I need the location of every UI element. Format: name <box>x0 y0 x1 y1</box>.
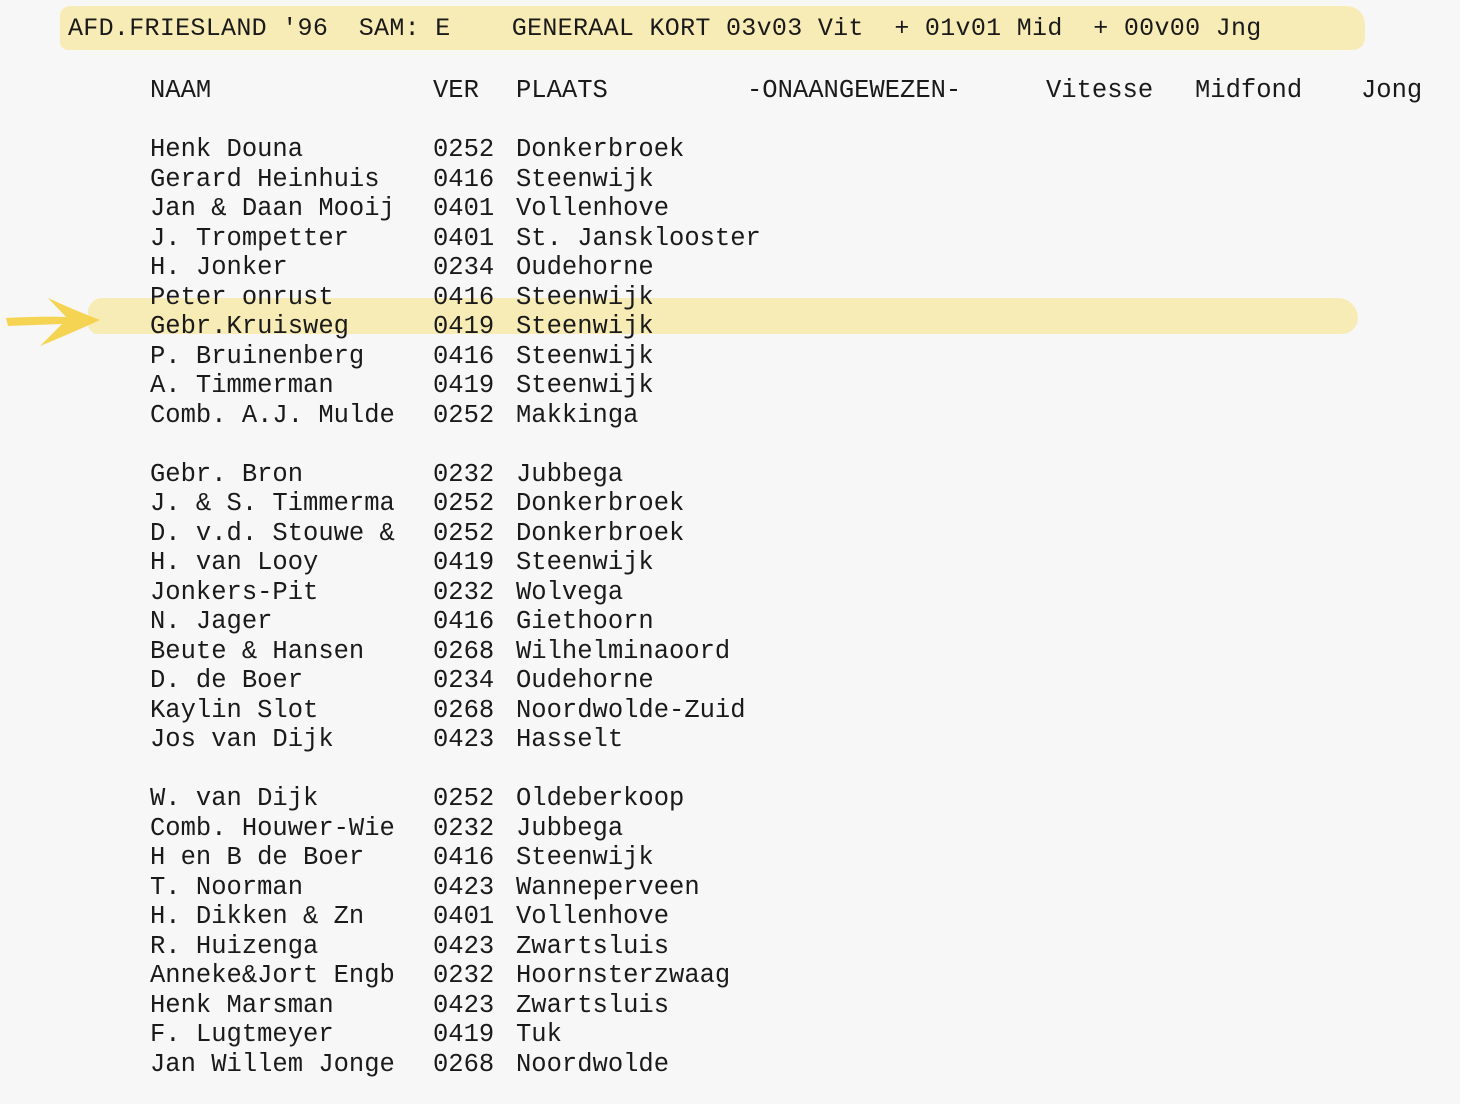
cell-ver: 0232 <box>433 961 495 990</box>
cell-naam: Henk Marsman <box>150 990 334 1020</box>
cell-ver: 0252 <box>433 784 495 813</box>
header-jong: Jong <box>1361 76 1423 105</box>
cell-plaats: Steenwijk <box>516 548 654 577</box>
cell-plaats: Oudehorne <box>516 666 654 695</box>
cell-ver: 0416 <box>433 282 495 312</box>
cell-plaats: Vollenhove <box>516 194 670 223</box>
cell-naam: W. van Dijk <box>150 784 319 813</box>
cell-naam: R. Huizenga <box>150 931 319 961</box>
cell-ver: 0419 <box>433 312 495 341</box>
cell-ver: 0419 <box>433 371 495 400</box>
cell-plaats: Steenwijk <box>516 341 654 371</box>
cell-plaats: Donkerbroek <box>516 135 685 164</box>
cell-plaats: Noordwolde-Zuid <box>516 695 746 725</box>
cell-plaats: Noordwolde <box>516 1049 670 1079</box>
cell-ver: 0268 <box>433 1049 495 1079</box>
cell-plaats: Vollenhove <box>516 902 670 931</box>
cell-ver: 0419 <box>433 1020 495 1049</box>
cell-plaats: Hasselt <box>516 725 624 754</box>
cell-naam: H en B de Boer <box>150 843 365 872</box>
report-title: AFD.FRIESLAND '96 SAM: E GENERAAL KORT 03v03 Vit + 01v01 Mid + 00v00 Jng <box>68 14 1262 43</box>
cell-plaats: Donkerbroek <box>516 489 685 518</box>
header-plaats: PLAATS <box>516 76 608 105</box>
cell-plaats: Hoornsterzwaag <box>516 961 731 990</box>
header-vitesse: Vitesse <box>1046 76 1154 105</box>
cell-plaats: St. Jansklooster <box>516 223 761 253</box>
cell-ver: 0416 <box>433 843 495 872</box>
cell-naam: Gerard Heinhuis <box>150 164 380 194</box>
cell-naam: Henk Douna <box>150 135 304 164</box>
cell-plaats: Giethoorn <box>516 607 654 636</box>
header-onaangewezen: -ONAANGEWEZEN- <box>747 76 962 105</box>
header-midfond: Midfond <box>1195 76 1303 105</box>
cell-plaats: Steenwijk <box>516 371 654 400</box>
cell-naam: Jan & Daan Mooij <box>150 194 395 223</box>
cell-plaats: Makkinga <box>516 400 639 430</box>
cell-naam: N. Jager <box>150 607 273 636</box>
cell-ver: 0252 <box>433 400 495 430</box>
cell-naam: Gebr. Bron <box>150 459 304 489</box>
cell-ver: 0423 <box>433 872 495 902</box>
cell-plaats: Oldeberkoop <box>516 784 685 813</box>
cell-naam: J. Trompetter <box>150 223 349 253</box>
cell-naam: Beute & Hansen <box>150 636 365 666</box>
cell-plaats: Steenwijk <box>516 282 654 312</box>
cell-ver: 0401 <box>433 223 495 253</box>
cell-plaats: Tuk <box>516 1020 562 1049</box>
cell-ver: 0423 <box>433 725 495 754</box>
cell-naam: H. Jonker <box>150 253 288 282</box>
cell-naam: H. Dikken & Zn <box>150 902 365 931</box>
cell-ver: 0401 <box>433 902 495 931</box>
cell-plaats: Jubbega <box>516 813 624 843</box>
cell-ver: 0252 <box>433 518 495 548</box>
cell-plaats: Jubbega <box>516 459 624 489</box>
cell-naam: Gebr.Kruisweg <box>150 312 349 341</box>
cell-plaats: Zwartsluis <box>516 990 670 1020</box>
cell-naam: T. Noorman <box>150 872 304 902</box>
cell-naam: J. & S. Timmerma <box>150 489 395 518</box>
cell-ver: 0419 <box>433 548 495 577</box>
cell-naam: Jonkers-Pit <box>150 577 319 607</box>
cell-naam: P. Bruinenberg <box>150 341 365 371</box>
cell-ver: 0232 <box>433 813 495 843</box>
cell-ver: 0232 <box>433 577 495 607</box>
cell-naam: A. Timmerman <box>150 371 334 400</box>
cell-naam: F. Lugtmeyer <box>150 1020 334 1049</box>
cell-plaats: Zwartsluis <box>516 931 670 961</box>
cell-plaats: Wilhelminaoord <box>516 636 731 666</box>
cell-naam: Peter onrust <box>150 282 334 312</box>
cell-plaats: Donkerbroek <box>516 518 685 548</box>
cell-ver: 0268 <box>433 636 495 666</box>
cell-ver: 0252 <box>433 135 495 164</box>
cell-ver: 0268 <box>433 695 495 725</box>
cell-ver: 0252 <box>433 489 495 518</box>
cell-ver: 0423 <box>433 990 495 1020</box>
cell-naam: H. van Looy <box>150 548 319 577</box>
cell-ver: 0234 <box>433 253 495 282</box>
arrow-icon <box>4 290 104 348</box>
header-ver: VER <box>433 76 479 105</box>
cell-naam: Jan Willem Jonge <box>150 1049 395 1079</box>
cell-ver: 0423 <box>433 931 495 961</box>
cell-naam: Jos van Dijk <box>150 725 334 754</box>
cell-naam: D. v.d. Stouwe & <box>150 518 395 548</box>
cell-plaats: Wanneperveen <box>516 872 700 902</box>
cell-naam: Comb. A.J. Mulde <box>150 400 395 430</box>
cell-naam: D. de Boer <box>150 666 304 695</box>
cell-naam: Kaylin Slot <box>150 695 319 725</box>
header-naam: NAAM <box>150 76 212 105</box>
cell-naam: Anneke&Jort Engb <box>150 961 395 990</box>
cell-plaats: Steenwijk <box>516 164 654 194</box>
cell-ver: 0401 <box>433 194 495 223</box>
cell-plaats: Steenwijk <box>516 312 654 341</box>
cell-ver: 0416 <box>433 607 495 636</box>
cell-naam: Comb. Houwer-Wie <box>150 813 395 843</box>
cell-ver: 0416 <box>433 164 495 194</box>
cell-plaats: Oudehorne <box>516 253 654 282</box>
cell-ver: 0234 <box>433 666 495 695</box>
cell-plaats: Steenwijk <box>516 843 654 872</box>
cell-plaats: Wolvega <box>516 577 624 607</box>
cell-ver: 0416 <box>433 341 495 371</box>
cell-ver: 0232 <box>433 459 495 489</box>
